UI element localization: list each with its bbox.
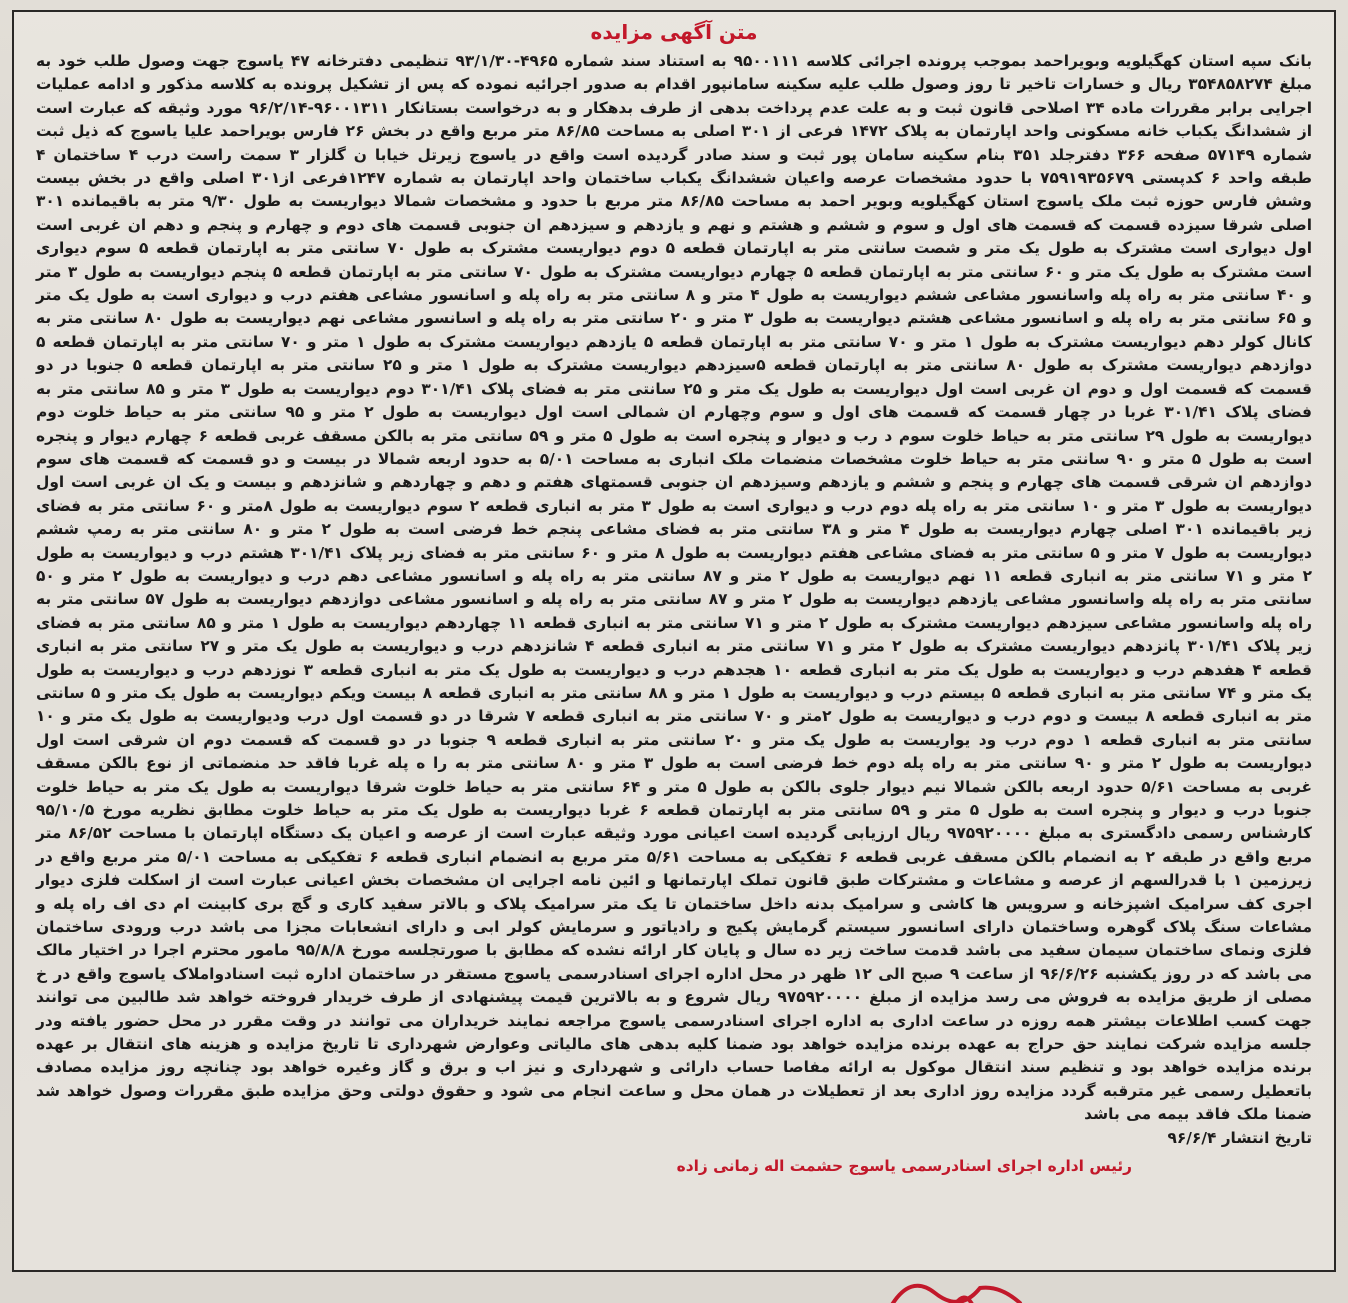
- auction-notice-box: [12, 10, 1336, 1272]
- signature-line: رئیس اداره اجرای اسنادرسمی یاسوج حشمت اله زمانی زاده: [676, 1157, 1132, 1176]
- notice-title: متن آگهی مزایده: [590, 20, 758, 44]
- notice-body: بانک سپه استان کهگیلویه وبویراحمد بموجب پرونده اجرائی کلاسه ۹۵۰۰۱۱۱ به استناد سند شماره ۴۹۶۵-۹۳/۱/۳۰ تنظیمی دفترخانه ۴۷ یاسوج جهت وصول طلب خود به مبلغ ۳۵۴۸۵۸۲۷۴ ریال و خسارات تاخیر تا روز وصول طلب علیه سکینه سامانپور اقدام به صدور اجرائیه نموده که پس از تشکیل پرونده به کلاسه مذکور و ادامه عملیات اجرایی برابر مقررات ماده ۳۴ اصلاحی قانون ثبت و به علت عدم پرداخت بدهی از طرف بدهکار و به درخواست بستانکار ۹۶۰۰۱۳۱۱-۹۶/۲/۱۴ مورد وثیقه که عبارت است از ششدانگ یکباب خانه مسکونی واحد اپارتمان به پلاک ۱۴۷۲ فرعی از ۳۰۱ اصلی به مساحت ۸۶/۸۵ متر مربع واقع در بخش ۲۶ فارس بویراحمد علیا یاسوج که ذیل ثبت شماره ۵۷۱۴۹ صفحه ۳۶۶ دفترجلد ۳۵۱ بنام سکینه سامان پور ثبت و سند صادر گردیده است واقع در یاسوج زیرتل خیابا ن گلزار ۳ سمت راست درب ۴ ساختمان ۴ طبقه واحد ۶ کدپستی ۷۵۹۱۹۳۵۶۷۹ با حدود مشخصات عرصه واعیان ششدانگ یکباب ساختمان واحد اپارتمان به شماره ۱۲۴۷فرعی از۳۰۱ اصلی واقع در بخش بیست وشش فارس حوزه ثبت ملک یاسوج استان کهگیلویه وبویر احمد به مساحت ۸۶/۸۵ متر مربع با حدود و مشخصات شمالا دیواریست به طول ۹/۳۰ متر به باقیمانده ۳۰۱ اصلی شرقا سیزده قسمت که قسمت های اول و سوم و ششم و هشتم و نهم و یازدهم و سیزدهم ان جنوبی قسمت های دوم و چهارم و پنجم و دهم ان غربی است اول دیواری است مشترک به طول یک متر و شصت سانتی متر به اپارتمان قطعه ۵ دوم دیواریست مشترک به طول ۷۰ سانتی متر به اپارتمان قطعه ۵ سوم دیواری است مشترک به طول یک متر و ۶۰ سانتی متر به اپارتمان قطعه ۵ چهارم دیواریست مشترک به طول ۷۰ سانتی متر به اپارتمان قطعه ۵ پنجم دیواریست به طول ۳ متر و ۴۰ سانتی متر به راه پله واسانسور مشاعی ششم دیواریست به طول ۴ متر و ۸ سانتی متر به راه پله و اسانسور مشاعی هفتم درب و دیواری است به طول یک متر و ۶۵ سانتی متر به راه پله و اسانسور مشاعی هشتم دیواریست به طول ۳ متر و ۲۰ سانتی متر به راه پله و اسانسور مشاعی نهم دیواریست به طول ۸۰ سانتی متر به کانال کولر دهم دیواریست مشترک به طول ۱ متر و ۷۰ سانتی متر به اپارتمان قطعه ۵ یازدهم دیواریست مشترک به طول ۱ متر و ۷۰ سانتی متر به اپارتمان قطعه ۵ دوازدهم دیواریست مشترک به طول ۸۰ سانتی متر به اپارتمان قطعه ۵سیزدهم دیواریست مشترک به طول ۱ متر و ۲۵ سانتی متر به اپارتمان قطعه ۵ جنوبا در دو قسمت که قسمت اول و دوم ان غربی است اول دیواریست به طول یک متر و ۲۵ سانتی متر به فضای پلاک ۳۰۱/۴۱ دوم دیواریست به طول ۳ متر و ۸۵ سانتی متر به فضای پلاک ۳۰۱/۴۱ غربا در چهار قسمت که قسمت های اول و سوم وچهارم ان شمالی است اول دیواریست به طول ۲ متر و ۹۵ سانتی متر به حیاط خلوت دوم دیواریست به طول ۲۹ سانتی متر به حیاط خلوت سوم د رب و دیوار و پنجره است به طول ۵ متر و ۵۹ سانتی متر به بالکن مسقف غربی قطعه ۶ چهارم دیوار و پنجره است به طول ۵ متر و ۹۰ سانتی متر به حیاط خلوت مشخصات منضمات ملک انباری به مساحت ۵/۰۱ به حدود اربعه شمالا در بیست و دو قسمت که قسمت های سوم دوازدهم ان شرقی قسمت های چهارم و پنجم و ششم و یازدهم وسیزدهم ان جنوبی قسمتهای هفتم و دهم و چهاردهم و شانزدهم و بیست و یک ان غربی است اول دیواریست به طول ۳ متر و ۱۰ سانتی متر به راه پله دوم درب و دیواری است به طول ۳ متر به انباری قطعه ۲ سوم دیواریست به طول ۸متر و ۶۰ سانتی متر به فضای زیر باقیمانده ۳۰۱ اصلی چهارم دیواریست به طول ۴ متر و ۳۸ سانتی متر به فضای مشاعی پنجم خط فرضی است به طول ۲ متر و ۸۰ سانتی متر به رمپ ششم دیواریست به طول ۷ متر و ۵ سانتی متر به فضای مشاعی هفتم دیواریست به طول ۸ متر و ۶۰ سانتی متر به فضای زیر پلاک ۳۰۱/۴۱ هشتم درب و دیواریست به طول ۲ متر و ۷۱ سانتی متر به انباری قطعه ۱۱ نهم دیواریست به طول ۲ متر و ۸۷ سانتی متر به راه پله و اسانسور مشاعی دهم درب و دیواریست به طول ۲ متر و ۵۰ سانتی متر به راه پله واسانسور مشاعی یازدهم دیواریست به طول ۲ متر و ۸۷ سانتی متر به راه پله و اسانسور مشاعی دوازدهم دیواریست به طول ۵۷ سانتی متر به راه پله واسانسور مشاعی سیزدهم دیواریست مشترک به طول ۲ متر و ۷۱ سانتی متر به انباری قطعه ۱۱ چهاردهم دیواریست به طول ۱ متر و ۸۵ سانتی متر به فضای زیر پلاک ۳۰۱/۴۱ پانزدهم دیواریست مشترک به طول ۲ متر و ۷۱ سانتی متر به انباری قطعه ۴ شانزدهم درب و دیواریست به طول یک متر و ۲۷ سانتی متر به انباری قطعه ۴ هفدهم درب و دیواریست به طول یک متر به انباری قطعه ۱۰ هجدهم درب و دیواریست به طول یک متر به انباری قطعه ۳ نوزدهم درب و دیواریست به طول یک متر و ۷۴ سانتی متر به انباری قطعه ۵ بیستم درب و دیواریست به طول ۱ متر و ۸۸ سانتی متر به انباری قطعه ۸ بیست ویکم دیواریست به طول یک متر و ۵ سانتی متر به انباری قطعه ۸ بیست و دوم درب و دیواریست به طول ۲متر و ۷۰ سانتی متر به انباری قطعه ۷ شرقا در دو قسمت اول درب ودیواریست به طول یک متر و ۱۰ سانتی متر به انباری قطعه ۱ دوم درب ود یواریست به طول یک متر و ۲۰ سانتی متر به انباری قطعه ۹ جنوبا در دو قسمت که قسمت دوم ان شرقی است اول دیواریست به طول ۲ متر و ۹۰ سانتی متر به راه پله دوم خط فرضی است به طول ۳ متر و ۸۰ سانتی متر به را ه پله غربا فاقد حد منضماتی از نوع بالکن مسقف غربی به مساحت ۵/۶۱ حدود اربعه بالکن شمالا نیم دیوار جلوی بالکن به طول ۵ متر و ۶۴ سانتی متر به حیاط خلوت شرقا دیواریست به طول یک متر به حیاط خلوت جنوبا درب و دیوار و پنجره است به طول ۵ متر و ۵۹ سانتی متر به اپارتمان قطعه ۶ غربا دیواریست به طول یک متر به حیاط خلوت مطابق نظریه مورخ ۹۵/۱۰/۵ کارشناس رسمی دادگستری به مبلغ ۹۷۵۹۲۰۰۰۰ ریال ارزیابی گردیده است اعیانی مورد وثیقه عبارت است از عرصه و اعیان یک دستگاه اپارتمان با مساحت ۸۶/۵۲ متر مربع واقع در طبقه ۲ به انضمام بالکن مسقف غربی قطعه ۶ تفکیکی به مساحت ۵/۶۱ متر مربع به انضمام انباری قطعه ۶ تفکیکی به مساحت ۵/۰۱ متر مربع واقع در زیرزمین ۱ با قدرالسهم از عرصه و مشاعات و مشترکات طبق قانون تملک اپارتمانها و ائین نامه اجرایی ان مشخصات بخش اعیانی عبارت است از اسکلت فلزی دیوار اجری کف سرامیک اشپزخانه و سرویس ها کاشی و سرامیک بدنه داخل ساختمان تا یک متر سرامیک پلاک و بالاتر سفید کاری و گچ بری کابینت ام دی اف راه پله و مشاعات سنگ پلاک گوهره وساختمان دارای اسانسور سیستم گرمایش پکیج و رادیاتور و سرمایش کولر ابی و دارای انشعابات مجزا می باشد درب ورودی ساختمان فلزی ونمای ساختمان سیمان سفید می باشد قدمت ساخت زیر ده سال و پایان کار ارائه نشده که مطابق با صورتجلسه مورخ ۹۵/۸/۸ مامور محترم اجرا در اختیار مالک می باشد که در روز یکشنبه ۹۶/۶/۲۶ از ساعت ۹ صبح الی ۱۲ ظهر در محل اداره اجرای اسنادرسمی یاسوج مستقر در ساختمان اداره ثبت اسنادواملاک یاسوج واقع در خ مصلی از طریق مزایده به فروش می رسد مزایده از مبلغ ۹۷۵۹۲۰۰۰۰ ریال شروع و به بالاترین قیمت پیشنهادی از طرف خریدار فروخته خواهد شد طالبین می توانند جهت کسب اطلاعات بیشتر همه روزه در ساعت اداری به اداره اجرای اسنادرسمی یاسوج مراجعه نمایند خریداران می توانند در وقت مقرر در محل حضور یافته ودر جلسه مزایده شرکت نمایند حق حراج به عهده برنده مزایده خواهد بود ضمنا کلیه بدهی های مالیاتی وعوارض شهرداری تا تاریخ مزایده و هزینه های انتقال بر عهده برنده مزایده خواهد بود و تنظیم سند انتقال موکول به ارائه مفاصا حساب دارائی و شهرداری و نیز اب و برق و گاز وغیره خواهد بود چنانچه روز مزایده مصادف باتعطیل رسمی غیر مترقبه گردد مزایده روز اداری بعد از تعطیلات در همان محل و ساعت انجام می شود و حقوق دولتی وحق مزایده طبق مقررات وصول خواهد شد ضمنا ملک فاقد بیمه می باشد: [36, 52, 1313, 1124]
- publish-date: تاریخ انتشار ۹۶/۶/۴: [1167, 1128, 1312, 1147]
